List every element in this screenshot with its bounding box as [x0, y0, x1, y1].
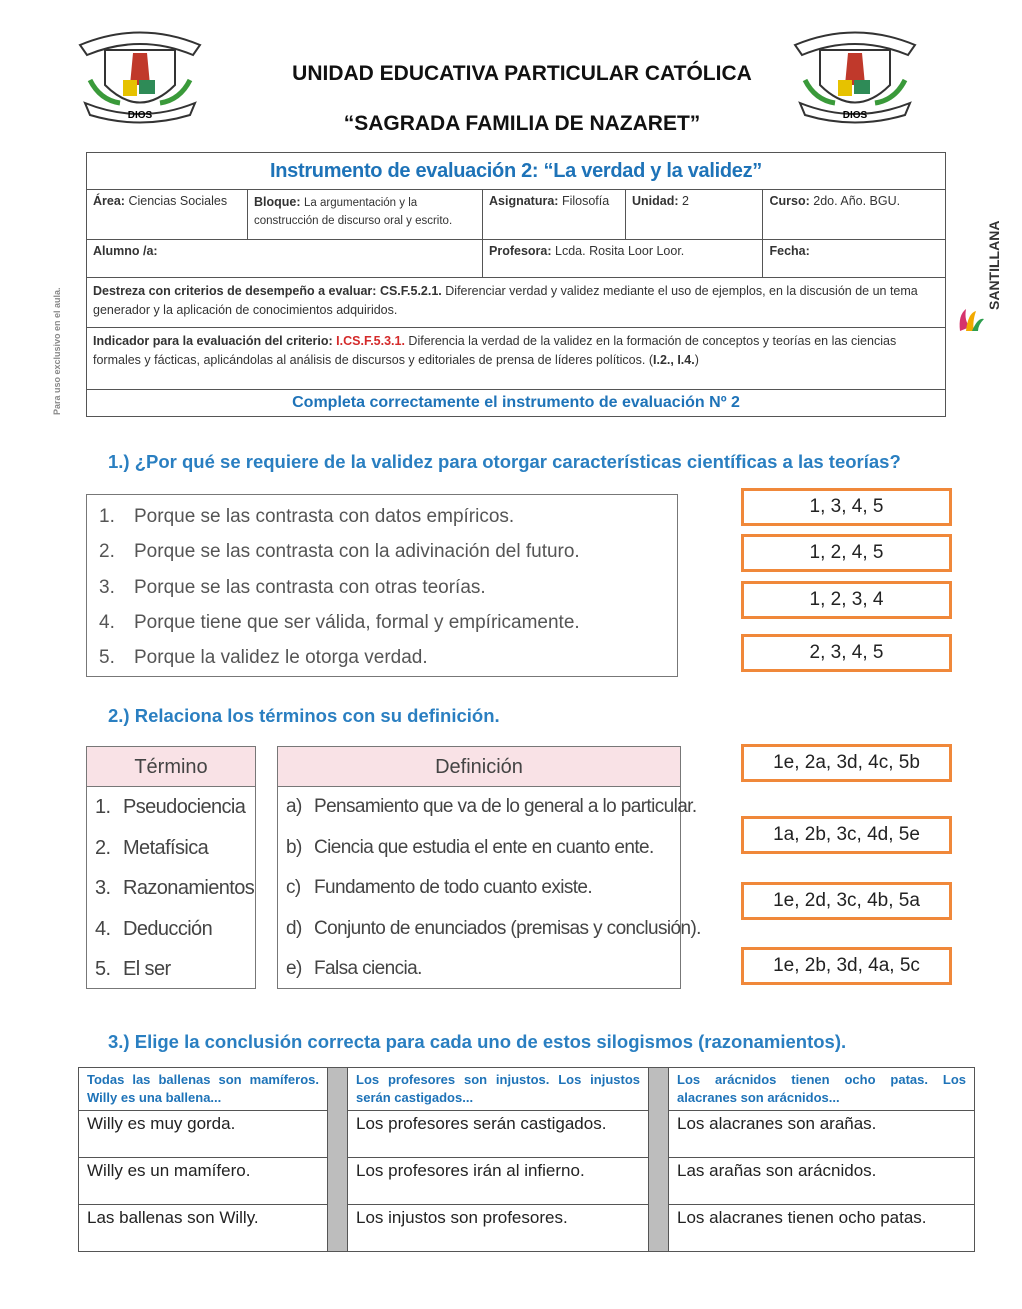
- definition-row: b) Ciencia que estudia el ente en cuanto ente.: [286, 836, 654, 858]
- list-item: 2. Porque se las contrasta con la adivinación del futuro.: [99, 541, 580, 563]
- question-3: 3.) Elige la conclusión correcta para cada uno de estos silogismos (razonamientos).: [108, 1031, 847, 1052]
- profesora-cell: Profesora: Lcda. Rosita Loor Loor.: [483, 240, 763, 278]
- curso-cell: Curso: 2do. Año. BGU.: [763, 190, 946, 240]
- column-separator: [328, 1068, 348, 1252]
- bloque-cell: Bloque: La argumentación y la construcción de discurso oral y escrito.: [248, 190, 483, 240]
- asignatura-cell: Asignatura: Filosofía: [483, 190, 626, 240]
- fecha-field[interactable]: Fecha:: [763, 240, 946, 278]
- q1-option-3[interactable]: 1, 2, 3, 4: [741, 581, 952, 619]
- side-note: Para uso exclusivo en el aula.: [52, 287, 62, 415]
- column-separator: [649, 1068, 669, 1252]
- list-item: 4. Porque tiene que ser válida, formal y empíricamente.: [99, 611, 580, 633]
- list-item: 5. Porque la validez le otorga verdad.: [99, 647, 428, 669]
- q2-option-3[interactable]: 1e, 2d, 3c, 4b, 5a: [741, 882, 952, 920]
- premise-1: Todas las ballenas son mamíferos. Willy es una ballena...: [79, 1068, 328, 1111]
- definition-row: e) Falsa ciencia.: [286, 958, 422, 979]
- term-row: 1. Pseudociencia: [95, 796, 246, 818]
- evaluation-info-table: [86, 152, 946, 417]
- question-2: 2.) Relaciona los términos con su definición.: [108, 705, 500, 726]
- publisher-logo: SANTILLANA: [986, 220, 1002, 310]
- svg-text:DIOS: DIOS: [842, 110, 868, 121]
- conclusion-option[interactable]: Los alacranes tienen ocho patas.: [669, 1205, 975, 1252]
- term-row: 5. El ser: [95, 958, 171, 980]
- q2-option-1[interactable]: 1e, 2a, 3d, 4c, 5b: [741, 744, 952, 782]
- premise-2: Los profesores son injustos. Los injustos serán castigados...: [348, 1068, 649, 1111]
- alumno-field[interactable]: Alumno /a:: [87, 240, 483, 278]
- q1-statement-list: [86, 494, 678, 677]
- unidad-cell: Unidad: 2: [626, 190, 763, 240]
- term-row: 4. Deducción: [95, 917, 213, 940]
- definition-header: Definición: [278, 747, 680, 787]
- q1-option-1[interactable]: 1, 3, 4, 5: [741, 488, 952, 526]
- conclusion-option[interactable]: Willy es un mamífero.: [79, 1158, 328, 1205]
- term-header: Término: [87, 747, 255, 787]
- conclusion-option[interactable]: Willy es muy gorda.: [79, 1111, 328, 1158]
- definition-row: c) Fundamento de todo cuanto existe.: [286, 877, 593, 898]
- question-1: 1.) ¿Por qué se requiere de la validez para otorgar características científicas a las teorías?: [108, 451, 901, 472]
- premise-3: Los arácnidos tienen ocho patas. Los alacranes son arácnidos...: [669, 1068, 975, 1111]
- term-row: 3. Razonamientos: [95, 877, 255, 899]
- list-item: 1. Porque se las contrasta con datos empíricos.: [99, 506, 515, 527]
- conclusion-option[interactable]: Las arañas son arácnidos.: [669, 1158, 975, 1205]
- definition-row: a) Pensamiento que va de lo general a lo particular.: [286, 796, 697, 817]
- school-name: UNIDAD EDUCATIVA PARTICULAR CATÓLICA: [292, 62, 752, 85]
- q2-option-2[interactable]: 1a, 2b, 3c, 4d, 5e: [741, 816, 952, 854]
- conclusion-option[interactable]: Los alacranes son arañas.: [669, 1111, 975, 1158]
- terms-table: [86, 746, 256, 989]
- destreza-cell: Destreza con criterios de desempeño a evaluar: CS.F.5.2.1. Diferenciar verdad y validez mediante el uso de ejemplos, en la discusión de un tema generador y la aplicación de conocimientos adquiridos.: [87, 278, 946, 328]
- definitions-table: [277, 746, 701, 989]
- q1-option-4[interactable]: 2, 3, 4, 5: [741, 634, 952, 672]
- syllogism-table: [78, 1067, 975, 1252]
- list-item: 3. Porque se las contrasta con otras teorías.: [99, 576, 486, 598]
- conclusion-option[interactable]: Los profesores irán al infierno.: [348, 1158, 649, 1205]
- conclusion-option[interactable]: Las ballenas son Willy.: [79, 1205, 328, 1252]
- area-cell: Área: Ciencias Sociales: [87, 190, 248, 240]
- school-subtitle: “SAGRADA FAMILIA DE NAZARET”: [343, 112, 701, 135]
- q2-option-4[interactable]: 1e, 2b, 3d, 4a, 5c: [741, 947, 952, 985]
- definition-row: d) Conjunto de enunciados (premisas y conclusión).: [286, 917, 701, 939]
- svg-text:DIOS: DIOS: [127, 110, 153, 121]
- santillana-flame-icon: [956, 305, 986, 333]
- indicador-cell: Indicador para la evaluación del criterio: I.CS.F.5.3.1. Diferencia la verdad de la validez en la formación de conceptos y teorías en las ciencias formales y fácticas, aplicándolas al análisis de discursos y editoriales de prensa de líderes políticos. (I.2., I.4.): [87, 328, 946, 390]
- instruction: Completa correctamente el instrumento de evaluación Nº 2: [87, 390, 946, 417]
- conclusion-option[interactable]: Los injustos son profesores.: [348, 1205, 649, 1252]
- q1-option-2[interactable]: 1, 2, 4, 5: [741, 534, 952, 572]
- evaluation-title: Instrumento de evaluación 2: “La verdad y la validez”: [87, 153, 946, 190]
- conclusion-option[interactable]: Los profesores serán castigados.: [348, 1111, 649, 1158]
- term-row: 2. Metafísica: [95, 836, 209, 859]
